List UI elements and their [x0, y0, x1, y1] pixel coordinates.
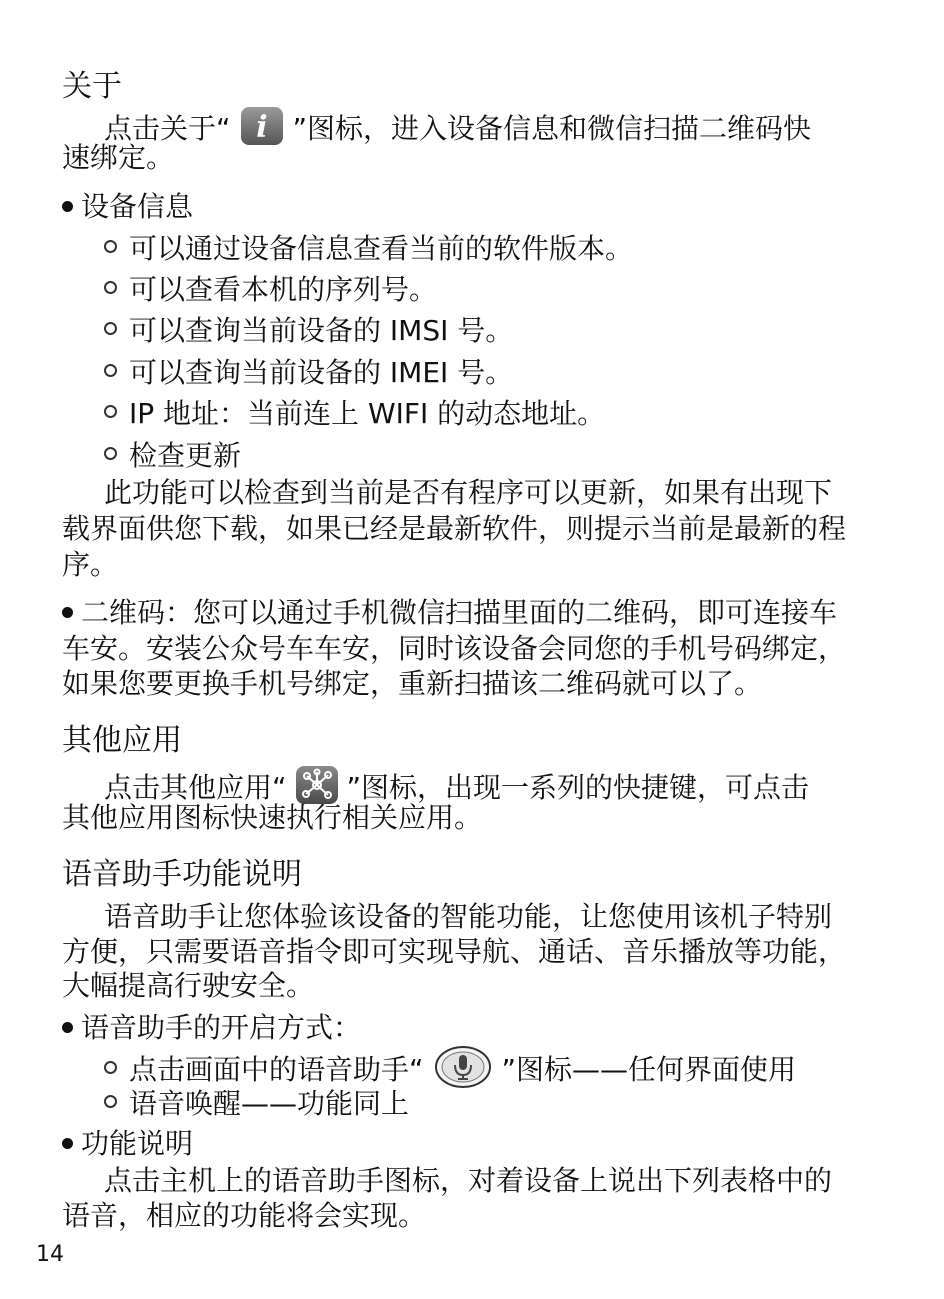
circle-bullet-icon [104, 322, 117, 335]
device-info-item [104, 397, 605, 431]
voice-intro-line: 大幅提高行驶安全。 [62, 969, 315, 1002]
voice-open-item-1-post: ”图标——任何界面使用 [501, 1053, 797, 1086]
update-desc-line: 载界面供您下载，如果已经是最新软件，则提示当前是最新的程 [62, 512, 847, 545]
device-info-item-text: 可以查询当前设备的 IMSI 号。 [129, 314, 514, 347]
microphone-icon [432, 1045, 494, 1097]
voice-func-line: 语音，相应的功能将会实现。 [62, 1199, 427, 1232]
other-apps-line-1-pre: 点击其他应用“ [104, 771, 287, 804]
device-info-item-text: 可以通过设备信息查看当前的软件版本。 [129, 232, 634, 265]
circle-bullet-icon [104, 1061, 117, 1074]
voice-intro-line: 语音助手让您体验该设备的智能功能，让您使用该机子特别 [104, 900, 833, 933]
device-info-heading: 设备信息 [81, 190, 194, 223]
circle-bullet-icon [104, 240, 117, 253]
section-heading-about: 关于 [62, 69, 122, 104]
device-info-item-text: 可以查询当前设备的 IMEI 号。 [129, 356, 514, 389]
about-line-1-post: ”图标，进入设备信息和微信扫描二维码快 [292, 112, 812, 145]
voice-open-item [104, 1087, 409, 1121]
voice-open-heading: 语音助手的开启方式： [81, 1011, 362, 1044]
qrcode-line: 如果您要更换手机号绑定，重新扫描该二维码就可以了。 [62, 667, 763, 700]
svg-text:i: i [255, 110, 268, 145]
update-desc-line: 序。 [62, 548, 119, 581]
about-line-1-pre: 点击关于“ [104, 112, 231, 145]
voice-func-line: 点击主机上的语音助手图标，对着设备上说出下列表格中的 [104, 1164, 833, 1197]
other-apps-line-1-post: ”图标，出现一系列的快捷键，可点击 [346, 771, 810, 804]
device-info-item [104, 232, 633, 266]
about-line-1 [104, 106, 811, 154]
circle-bullet-icon [104, 1095, 117, 1108]
device-info-item [104, 439, 241, 473]
bullet-dot-icon [62, 607, 73, 618]
device-info-item-text: IP 地址：当前连上 WIFI 的动态地址。 [129, 397, 606, 430]
circle-bullet-icon [104, 405, 117, 418]
device-info-item-text: 检查更新 [129, 439, 242, 472]
page-number: 14 [36, 1242, 64, 1267]
voice-open-item-2: 语音唤醒——功能同上 [129, 1087, 410, 1120]
circle-bullet-icon [104, 364, 117, 377]
bullet-dot-icon [62, 201, 73, 212]
voice-open-item-1-pre: 点击画面中的语音助手“ [129, 1053, 424, 1086]
voice-intro-line: 方便，只需要语音指令即可实现导航、通话、音乐播放等功能， [62, 935, 847, 968]
bullet-voice-open [62, 1011, 361, 1045]
device-info-item [104, 314, 513, 348]
section-heading-other-apps: 其他应用 [62, 723, 182, 758]
voice-func-heading: 功能说明 [81, 1127, 194, 1160]
bullet-dot-icon [62, 1022, 73, 1033]
circle-bullet-icon [104, 281, 117, 294]
bullet-voice-function [62, 1127, 193, 1161]
bullet-device-info [62, 190, 193, 224]
qrcode-line-text: 二维码：您可以通过手机微信扫描里面的二维码，即可连接车 [81, 596, 838, 629]
info-icon [239, 106, 285, 154]
bullet-dot-icon [62, 1138, 73, 1149]
device-info-item-text: 可以查看本机的序列号。 [129, 273, 438, 306]
device-info-item [104, 356, 513, 390]
qrcode-line-1 [62, 596, 837, 630]
section-heading-voice: 语音助手功能说明 [62, 857, 302, 892]
update-desc-line: 此功能可以检查到当前是否有程序可以更新，如果有出现下 [104, 476, 833, 509]
device-info-item [104, 273, 437, 307]
circle-bullet-icon [104, 447, 117, 460]
qrcode-line: 车安。安装公众号车车安，同时该设备会同您的手机号码绑定， [62, 632, 847, 665]
about-line-2: 速绑定。 [62, 141, 175, 174]
other-apps-line-2: 其他应用图标快速执行相关应用。 [62, 801, 483, 834]
